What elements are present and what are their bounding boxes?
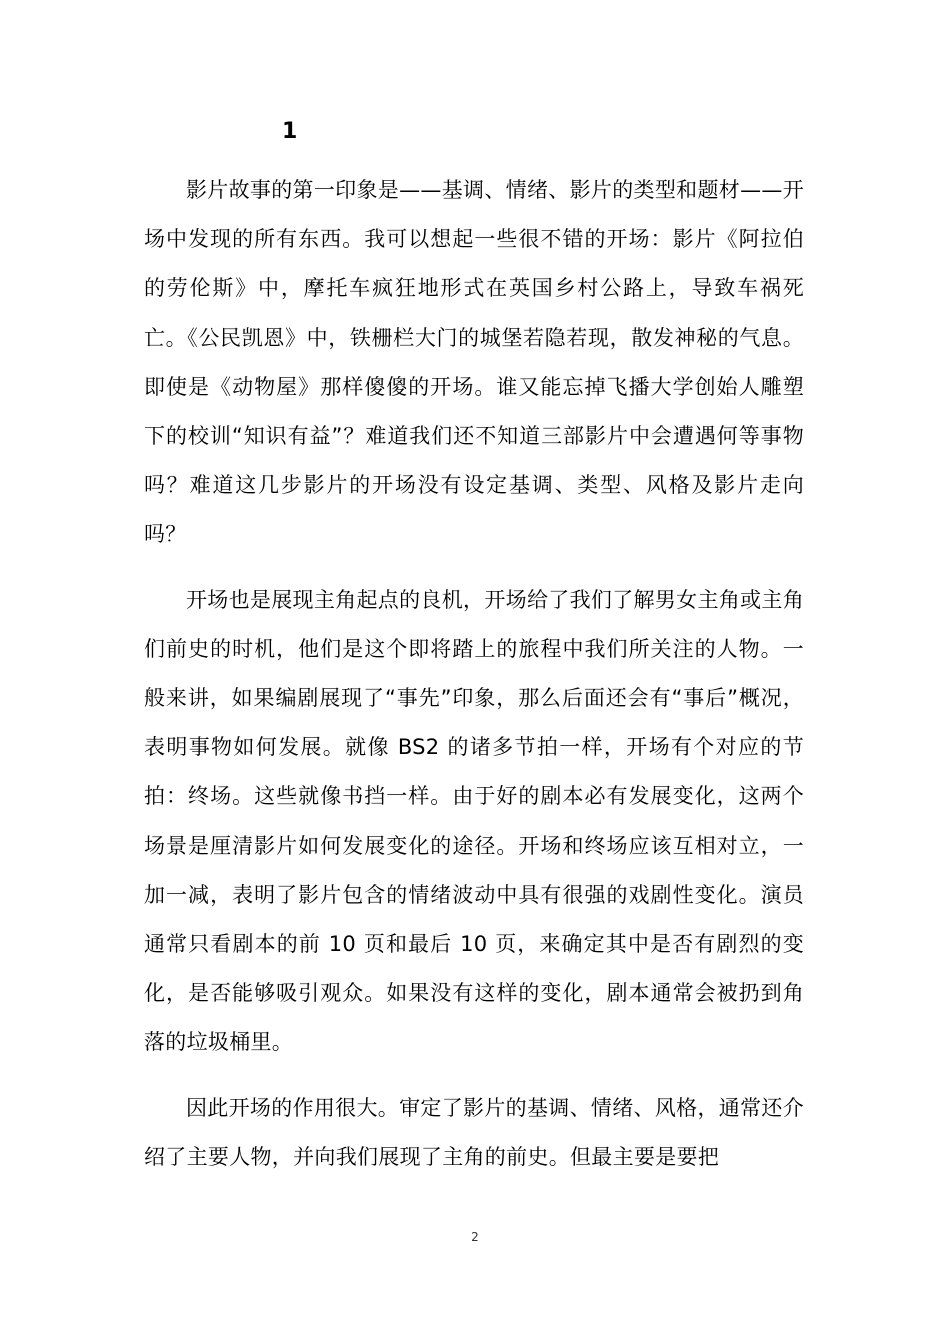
paragraph-1: 影片故事的第一印象是——基调、情绪、影片的类型和题材——开场中发现的所有东西。我可以想起一些很不错的开场：影片《阿拉伯的劳伦斯》中，摩托车疯狂地形式在英国乡村公路上，导致车祸死亡。《公民凯恩》中，铁栅栏大门的城堡若隐若现，散发神秘的气息。即使是《动物屋》那样傻傻的开场。谁又能忘掉飞播大学创始人雕塑下的校训“知识有益”？难道我们还不知道三部影片中会遭遇何等事物吗？难道这几步影片的开场没有设定基调、类型、风格及影片走向吗？ [144,178,804,547]
body-text [144,166,804,1198]
page-number: 2 [471,1230,479,1244]
paragraph-2: 开场也是展现主角起点的良机，开场给了我们了解男女主角或主角们前史的时机，他们是这个即将踏上的旅程中我们所关注的人物。一般来讲，如果编剧展现了“事先”印象，那么后面还会有“事后”概况，表明事物如何发展。就像 BS2 的诸多节拍一样，开场有个对应的节拍：终场。这些就像书挡一样。由于好的剧本必有发展变化，这两个场景是厘清影片如何发展变化的途径。开场和终场应该互相对立，一加一减，表明了影片包含的情绪波动中具有很强的戏剧性变化。演员通常只看剧本的前 10 页和最后 10 页，来确定其中是否有剧烈的变化，是否能够吸引观众。如果没有这样的变化，剧本通常会被扔到角落的垃圾桶里。 [144,587,804,1055]
paragraph-3: 因此开场的作用很大。审定了影片的基调、情绪、风格，通常还介绍了主要人物，并向我们展现了主角的前史。但最主要是要把 [144,1095,804,1169]
section-number: 1 [282,119,298,144]
